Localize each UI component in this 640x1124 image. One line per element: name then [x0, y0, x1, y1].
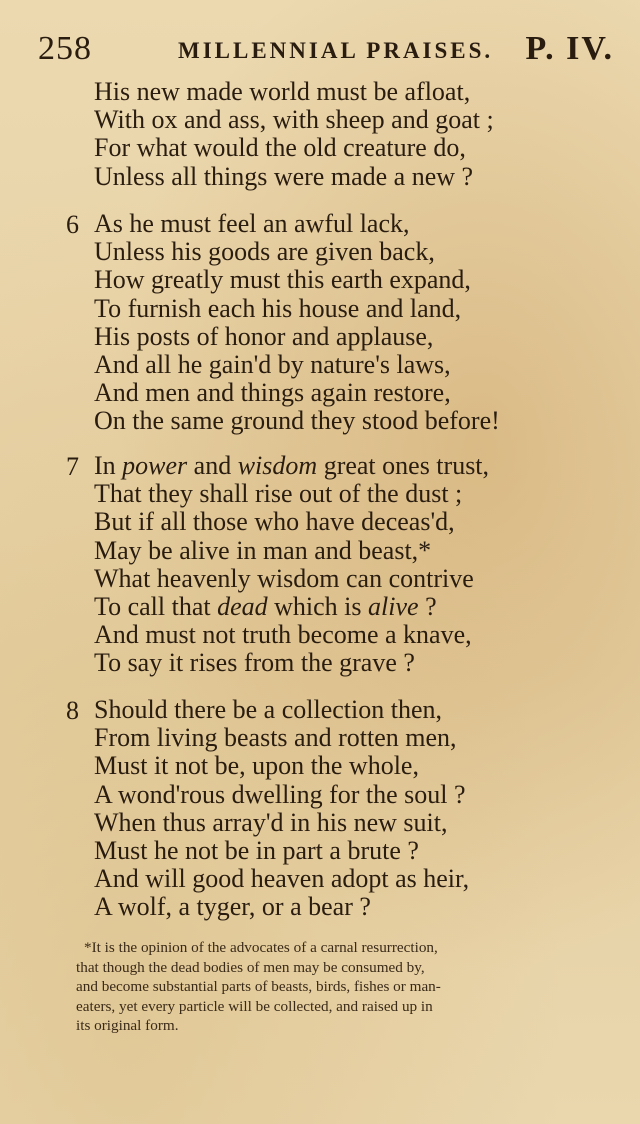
- footnote-line: and become substantial parts of beasts, birds, fishes or man-: [76, 978, 441, 995]
- verse-line: What heavenly wisdom can contrive: [94, 563, 474, 593]
- verse-line: In power and wisdom great ones trust,: [94, 451, 490, 480]
- verse-line: His new made world must be afloat,: [94, 77, 471, 106]
- verse-line: With ox and ass, with sheep and goat ;: [94, 105, 494, 135]
- verse-line: Unless all things were made a new ?: [94, 161, 474, 191]
- verse-line: Should there be a collection then,: [94, 695, 443, 724]
- footnote-line: *It is the opinion of the advocates of a carnal resurrection,: [84, 939, 438, 956]
- stanza-lines: [94, 452, 489, 678]
- stanza-lines: [94, 696, 469, 922]
- footnote-line: eaters, yet every particle will be collected, and raised up in: [76, 997, 433, 1015]
- footnote-line: its original form.: [76, 1017, 179, 1034]
- verse-line: Must it not be, upon the whole,: [94, 751, 419, 781]
- stanza-lines: [94, 210, 500, 436]
- verse-line: And will good heaven adopt as heir,: [94, 864, 470, 894]
- verse-line: On the same ground they stood before!: [94, 406, 500, 436]
- verse-line: And all he gain'd by nature's laws,: [94, 349, 451, 379]
- running-title: MILLENNIAL PRAISES.: [178, 38, 494, 63]
- verse-line: Unless his goods are given back,: [94, 237, 435, 267]
- verse-line: But if all those who have deceas'd,: [94, 507, 455, 537]
- stanza-number: 7: [66, 452, 79, 481]
- verse-line: A wolf, a tyger, or a bear ?: [94, 892, 371, 922]
- page-number: 258: [38, 30, 92, 67]
- stanza-lines: [94, 78, 494, 191]
- verse-line: For what would the old creature do,: [94, 133, 466, 163]
- footnote: [76, 938, 586, 1036]
- verse-line: That they shall rise out of the dust ;: [94, 479, 463, 509]
- stanza-number: 6: [66, 210, 79, 239]
- verse-line: As he must feel an awful lack,: [94, 209, 410, 238]
- footnote-line: that though the dead bodies of men may be consumed by,: [76, 958, 425, 976]
- verse-line: When thus array'd in his new suit,: [94, 807, 448, 837]
- verse-line: To say it rises from the grave ?: [94, 648, 415, 678]
- verse-line: A wond'rous dwelling for the soul ?: [94, 779, 466, 809]
- verse-line: To call that dead which is alive ?: [94, 591, 437, 621]
- page-header: [38, 30, 614, 70]
- verse-line: Must he not be in part a brute ?: [94, 835, 419, 865]
- verse-line: And men and things again restore,: [94, 378, 451, 408]
- verse-line: From living beasts and rotten men,: [94, 723, 457, 753]
- part-label: P. IV.: [525, 30, 614, 67]
- verse-line: His posts of honor and applause,: [94, 321, 434, 351]
- verse-line: To furnish each his house and land,: [94, 293, 462, 323]
- verse-line: And must not truth become a knave,: [94, 620, 472, 650]
- verse-line: May be alive in man and beast,*: [94, 535, 432, 565]
- stanza-number: 8: [66, 696, 79, 725]
- verse-line: How greatly must this earth expand,: [94, 265, 471, 295]
